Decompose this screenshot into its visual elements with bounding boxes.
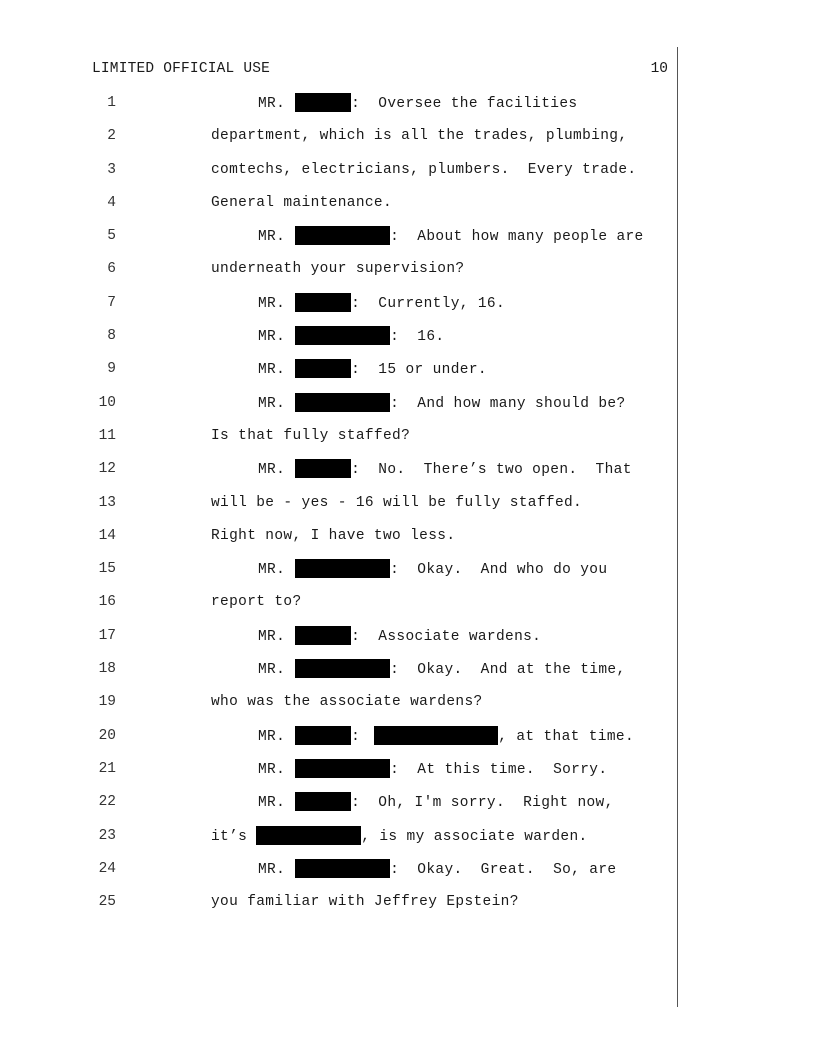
line-text [258,226,644,247]
speech-text: : Okay. And who do you [390,562,608,579]
line-text: you familiar with Jeffrey Epstein? [211,894,519,911]
line-number: 19 [98,694,116,711]
redaction-box [295,626,351,645]
speech-text: : Oh, I'm sorry. Right now, [351,795,614,812]
line-number: 17 [98,627,116,644]
line-text [258,792,614,813]
transcript-line [0,93,816,126]
transcript-line [0,692,816,725]
redaction-box [295,326,390,345]
line-text [258,393,626,414]
line-text [258,93,577,114]
speech-text: : Okay. And at the time, [390,662,626,679]
line-number: 1 [107,95,116,111]
line-number: 11 [98,427,116,444]
transcript-lines [0,93,816,925]
speech-text: : Oversee the facilities [351,96,578,112]
line-number: 7 [107,294,116,311]
redaction-box [295,559,390,578]
speaker-prefix: MR. [258,628,286,645]
page-number: 10 [650,61,668,77]
line-number: 8 [107,328,116,345]
speech-text: , is my associate warden. [361,828,588,845]
line-number: 2 [107,128,116,145]
transcript-line [0,459,816,492]
line-text: underneath your supervision? [211,261,465,278]
line-text [258,859,616,880]
speaker-prefix: MR. [258,329,286,346]
redaction-box [295,293,351,312]
speech-text: it’s [211,828,248,845]
transcript-line [0,859,816,892]
transcript-line [0,293,816,326]
transcript-line [0,726,816,759]
transcript-line [0,892,816,925]
line-text: Is that fully staffed? [211,427,411,444]
transcript-line [0,160,816,193]
speaker-prefix: MR. [258,229,286,246]
transcript-line [0,592,816,625]
transcript-line [0,759,816,792]
transcript-line [0,259,816,292]
speech-text: : Currently, 16. [351,295,506,312]
line-text [211,826,588,847]
transcript-line [0,826,816,859]
line-number: 23 [98,827,116,844]
line-number: 16 [98,594,116,611]
line-text [258,659,626,680]
line-number: 5 [107,228,116,245]
line-text [258,726,634,747]
speech-text: : No. There’s two open. That [351,462,632,479]
speech-text: : [351,728,361,745]
speech-text: : Associate wardens. [351,628,542,645]
line-text [258,359,487,380]
transcript-line [0,493,816,526]
line-text [258,326,444,347]
transcript-line [0,626,816,659]
line-number: 21 [98,760,116,777]
line-text: comtechs, electricians, plumbers. Every trade. [211,161,637,178]
speaker-prefix: MR. [258,96,286,112]
speech-text: : At this time. Sorry. [390,761,608,778]
speaker-prefix: MR. [258,562,286,579]
speaker-prefix: MR. [258,295,286,312]
transcript-line [0,426,816,459]
transcript-line [0,559,816,592]
speech-text: , at that time. [498,728,634,745]
redaction-box [295,393,390,412]
transcript-line [0,659,816,692]
line-number: 20 [98,727,116,744]
transcript-line [0,792,816,825]
transcript-line [0,526,816,559]
speaker-prefix: MR. [258,795,286,812]
redaction-box [295,759,390,778]
speaker-prefix: MR. [258,728,286,745]
speech-text: : 16. [390,329,445,346]
speaker-prefix: MR. [258,395,286,412]
line-text [258,559,607,580]
line-number: 15 [98,561,116,578]
redaction-box [295,459,351,478]
transcript-line [0,193,816,226]
line-number: 25 [98,894,116,911]
line-text: Right now, I have two less. [211,527,456,544]
speaker-prefix: MR. [258,662,286,679]
line-number: 12 [98,461,116,478]
transcript-line [0,393,816,426]
line-number: 10 [98,394,116,411]
header-classification: LIMITED OFFICIAL USE [92,61,271,77]
transcript-line [0,226,816,259]
line-text [258,759,607,780]
redaction-box [295,359,351,378]
line-number: 3 [107,161,116,178]
redaction-box [295,226,390,245]
line-text: General maintenance. [211,194,393,211]
redaction-box [295,659,390,678]
redaction-box [295,726,351,745]
line-number: 4 [107,194,116,211]
line-text [258,293,505,314]
speaker-prefix: MR. [258,861,286,878]
transcript-line [0,326,816,359]
line-text: report to? [211,594,302,611]
line-text [258,626,541,647]
line-number: 9 [107,361,116,378]
speech-text: : Okay. Great. So, are [390,861,617,878]
speaker-prefix: MR. [258,362,286,379]
redaction-box [374,726,498,745]
redaction-box [256,826,361,845]
line-number: 24 [98,860,116,877]
speech-text: : And how many should be? [390,395,626,412]
speech-text: : About how many people are [390,229,644,246]
redaction-box [295,792,351,811]
line-text: who was the associate wardens? [211,694,483,711]
transcript-line [0,359,816,392]
line-number: 6 [107,261,116,278]
line-number: 18 [98,661,116,678]
line-text [258,459,632,480]
speech-text: : 15 or under. [351,362,487,379]
line-text: department, which is all the trades, plumbing, [211,128,628,145]
line-number: 13 [98,494,116,511]
line-text: will be - yes - 16 will be fully staffed. [211,494,583,511]
speaker-prefix: MR. [258,462,286,479]
redaction-box [295,93,351,112]
redaction-box [295,859,390,878]
line-number: 22 [98,794,116,811]
speaker-prefix: MR. [258,761,286,778]
line-number: 14 [98,527,116,544]
transcript-line [0,126,816,159]
